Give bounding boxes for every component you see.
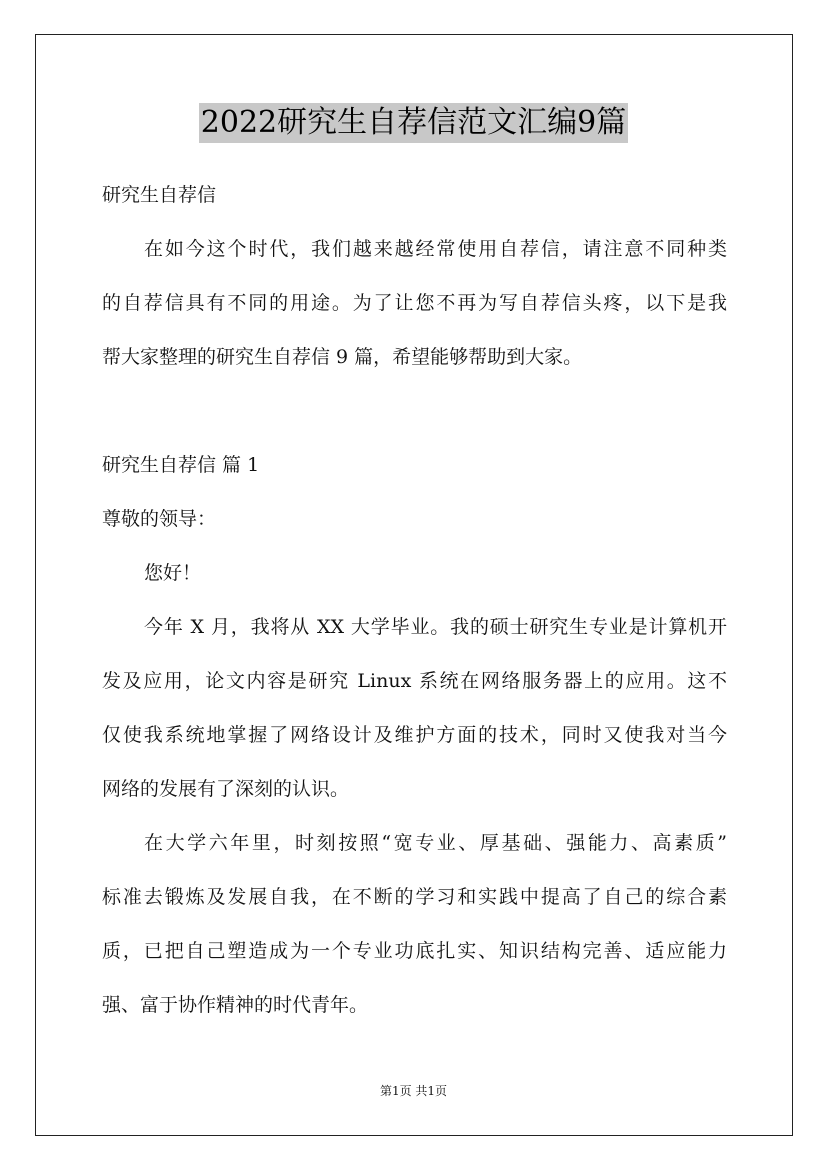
salutation: 尊敬的领导： bbox=[102, 508, 217, 530]
para2-line-1: 在大学六年里，时刻按照“宽专业、厚基础、强能力、高素质” bbox=[144, 832, 727, 854]
page-footer bbox=[0, 1083, 827, 1099]
para2-line-2: 标准去锻炼及发展自我，在不断的学习和实践中提高了自己的综合素 bbox=[102, 886, 727, 908]
para2-line-3: 质，已把自己塑造成为一个专业功底扎实、知识结构完善、适应能力 bbox=[102, 940, 727, 962]
section-heading: 研究生自荐信 bbox=[102, 184, 217, 206]
article-heading: 研究生自荐信 篇 1 bbox=[102, 454, 260, 476]
intro-line-1: 在如今这个时代，我们越来越经常使用自荐信，请注意不同种类 bbox=[144, 238, 727, 260]
title-container bbox=[0, 103, 827, 143]
page-number-label: 第1页 共1页 bbox=[379, 1084, 448, 1098]
intro-line-2: 的自荐信具有不同的用途。为了让您不再为写自荐信头疼，以下是我 bbox=[102, 292, 727, 314]
intro-line-3: 帮大家整理的研究生自荐信 9 篇，希望能够帮助到大家。 bbox=[102, 346, 583, 368]
para1-line-4: 网络的发展有了深刻的认识。 bbox=[102, 778, 350, 800]
para1-line-3: 仅使我系统地掌握了网络设计及维护方面的技术，同时又使我对当今 bbox=[102, 724, 727, 746]
para1-line-2: 发及应用，论文内容是研究 Linux 系统在网络服务器上的应用。这不 bbox=[102, 670, 727, 692]
para2-line-4: 强、富于协作精神的时代青年。 bbox=[102, 994, 369, 1016]
document-title: 2022研究生自荐信范文汇编9篇 bbox=[199, 103, 628, 143]
greeting: 您好！ bbox=[144, 562, 202, 584]
para1-line-1: 今年 X 月，我将从 XX 大学毕业。我的硕士研究生专业是计算机开 bbox=[144, 616, 727, 638]
